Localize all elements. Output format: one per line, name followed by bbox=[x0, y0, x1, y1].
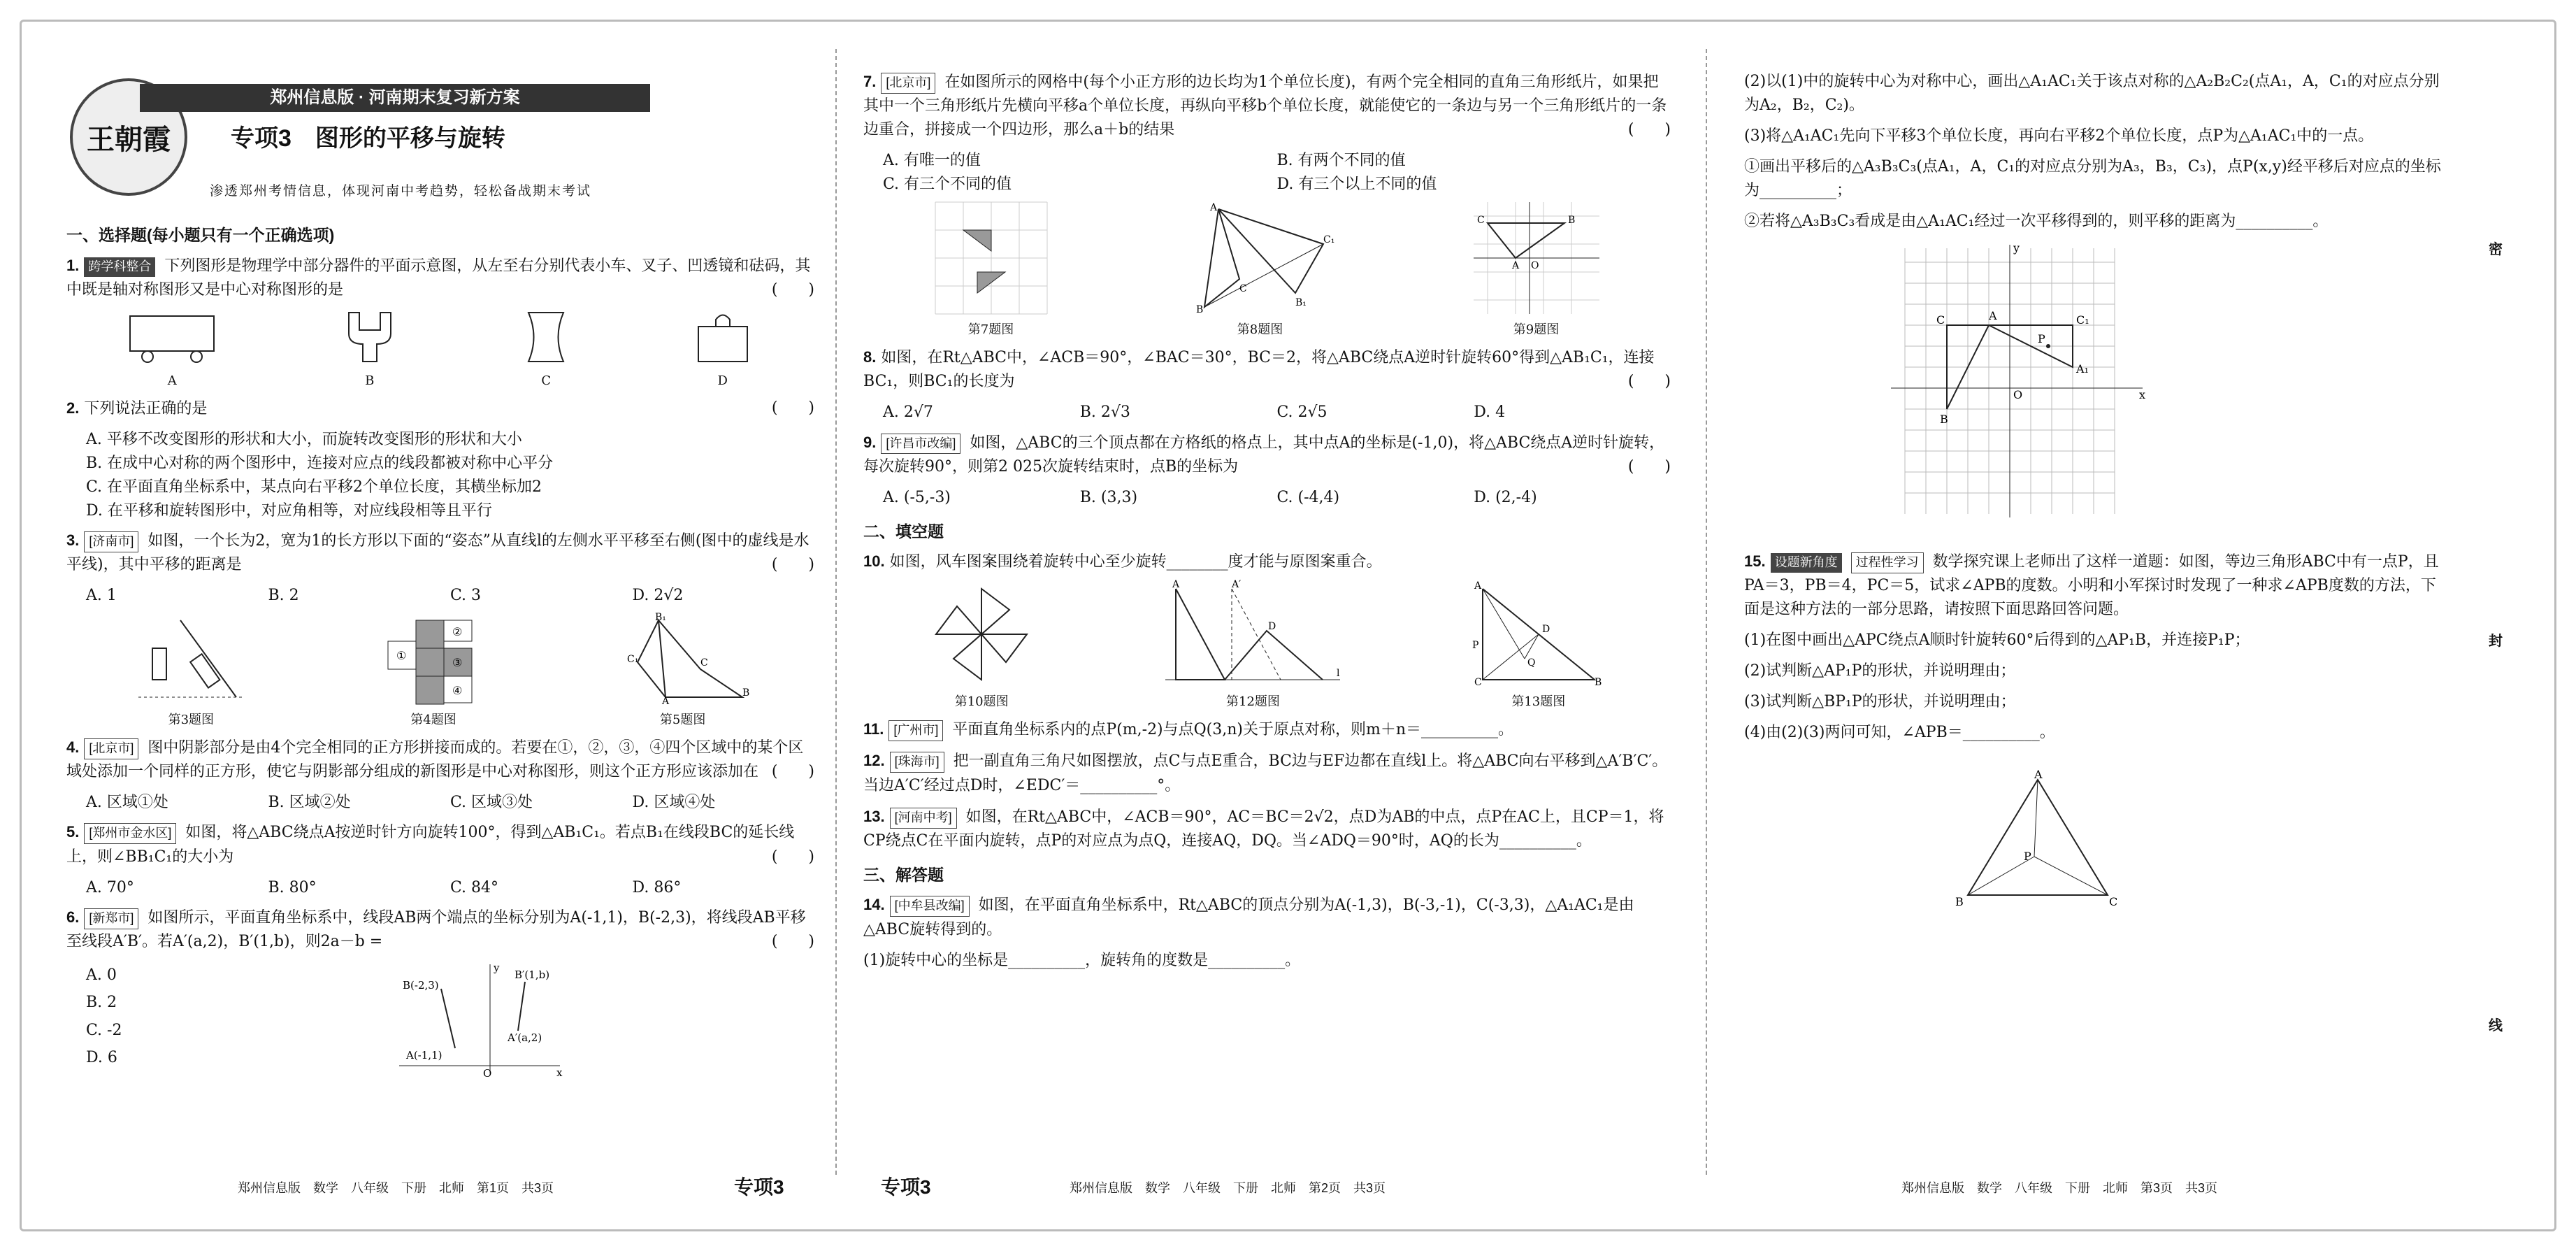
question-8: 8. 如图，在Rt△ABC中，∠ACB＝90°，∠BAC＝30°，BC＝2，将△ABC绕点A逆时针旋转60°得到△AB₁C₁，连接BC₁，则BC₁的长度为 ( ) bbox=[863, 348, 1671, 391]
svg-text:①: ① bbox=[396, 649, 407, 663]
option-c: C. 在平面直角坐标系中，某点向右平移2个单位长度，其横坐标加2 bbox=[86, 478, 542, 496]
svg-text:P: P bbox=[2038, 331, 2045, 345]
svg-text:④: ④ bbox=[452, 684, 463, 698]
svg-text:A: A bbox=[1511, 260, 1519, 272]
option-d: D. 在平移和旋转图形中，对应角相等，对应线段相等且平行 bbox=[86, 501, 492, 520]
rotation-triangle-diagram-q8 bbox=[1190, 202, 1334, 316]
svg-text:B: B bbox=[1955, 895, 1964, 909]
question-14-part-3a: ①画出平移后的△A₃B₃C₃(点A₁，A，C₁的对应点分别为A₃，B₃，C₃)，点P(x,y)经平移后对应点的坐标为__________； bbox=[1744, 158, 2441, 200]
grid-rotation-diagram-q9 bbox=[1474, 202, 1599, 314]
question-7: 7. [北京市] 在如图所示的网格中(每个小正方形的边长均为1个单位长度)，有两个完全相同的直角三角形纸片，如果把其中一个三角形纸片先横向平移a个单位长度，再纵向平移b个单位长度，就能使它的一条边与另一个三角形纸片的一条边重合，拼接成一个四边形，那么a＋b的结果 ( ) bbox=[863, 73, 1671, 139]
column-3 bbox=[1744, 70, 2443, 920]
figure-q5: B₁ C₁ C B A 第5题图 bbox=[617, 613, 749, 730]
svg-text:B(-2,3): B(-2,3) bbox=[403, 978, 439, 992]
svg-text:B: B bbox=[1594, 676, 1602, 688]
right-triangle-rotation-diagram bbox=[1469, 582, 1609, 687]
svg-text:O: O bbox=[483, 1066, 492, 1080]
svg-text:A′: A′ bbox=[1232, 578, 1242, 590]
page-title: 专项3 图形的平移与旋转 bbox=[231, 125, 505, 152]
section-choice-heading: 一、选择题(每小题只有一个正确选项) bbox=[66, 226, 335, 244]
question-12: 12. [珠海市] 把一副直角三角尺如图摆放，点C与点E重合，BC边与EF边都在直线l上。将△ABC向右平移到△A′B′C′。当边A′C′经过点D时，∠EDC′＝__________°。 bbox=[863, 752, 1668, 794]
svg-text:②: ② bbox=[452, 625, 463, 639]
question-15-part-2: (2)试判断△AP₁P的形状，并说明理由； bbox=[1744, 662, 2016, 680]
shaded-squares-diagram bbox=[381, 613, 486, 704]
q4-options: A. 区域①处 B. 区域②处 C. 区域③处 D. 区域④处 bbox=[86, 794, 716, 812]
page-subtitle: 渗透郑州考情信息，体现河南中考趋势，轻松备战期末考试 bbox=[210, 183, 592, 199]
column-2 bbox=[863, 70, 1671, 980]
question-10: 10. 如图，风车图案围绕着旋转中心至少旋转________度才能与原图案重合。 bbox=[863, 552, 1382, 571]
svg-text:C: C bbox=[1239, 283, 1247, 295]
rotated-triangle-diagram bbox=[617, 612, 749, 708]
question-4: 4. [北京市] 图中阴影部分是由4个完全相同的正方形拼接而成的。若要在①，②，③，④四个区域中的某个区域处添加一个同样的正方形，使它与阴影部分组成的新图形是中心对称图形，则这个正方形应该添加在 ( ) bbox=[66, 738, 814, 781]
question-9: 9. [许昌市改编] 如图，△ABC的三个顶点都在方格纸的格点上，其中点A的坐标是(-1,0)，将△ABC绕点A逆时针旋转，每次旋转90°，则第2 025次旋转结束时，点B的坐标为 ( ) bbox=[863, 433, 1671, 476]
question-14-part-1: (1)旋转中心的坐标是__________，旋转角的度数是__________。 bbox=[863, 951, 1301, 969]
q6-body bbox=[66, 961, 814, 1080]
q2-options bbox=[86, 428, 814, 523]
svg-text:y: y bbox=[2013, 241, 2020, 255]
svg-text:C₁: C₁ bbox=[1323, 234, 1334, 246]
coordinate-diagram-q6 bbox=[385, 961, 567, 1080]
svg-text:③: ③ bbox=[452, 656, 463, 670]
svg-text:C: C bbox=[700, 657, 708, 669]
q5-options: A. 70° B. 80° C. 84° D. 86° bbox=[86, 878, 682, 896]
cart-figure: A bbox=[123, 309, 221, 391]
footer-page-3: 郑州信息版 数学 八年级 下册 北师 第3页 共3页 bbox=[1901, 1181, 2218, 1195]
svg-text:A₁: A₁ bbox=[2076, 362, 2089, 376]
figure-q7: 第7题图 bbox=[935, 202, 1047, 340]
svg-text:O: O bbox=[1530, 260, 1539, 272]
svg-text:D: D bbox=[1541, 623, 1550, 635]
svg-text:P: P bbox=[1472, 639, 1479, 651]
figures-3-5 bbox=[66, 613, 814, 730]
svg-text:Q: Q bbox=[1527, 657, 1536, 669]
section-answer-heading: 三、解答题 bbox=[863, 865, 944, 884]
question-15-part-1: (1)在图中画出△APC绕点A顺时针旋转60°后得到的△AP₁B，并连接P₁P； bbox=[1744, 631, 2250, 649]
svg-text:A′(a,2): A′(a,2) bbox=[508, 1031, 542, 1044]
question-11: 11. [广州市] 平面直角坐标系内的点P(m,-2)与点Q(3,n)关于原点对称，则m＋n＝__________。 bbox=[863, 717, 1671, 742]
q1-figures bbox=[66, 309, 814, 391]
svg-text:C₁: C₁ bbox=[2076, 313, 2089, 327]
question-1: 1. 跨学科整合 下列图形是物理学中部分器件的平面示意图，从左至右分别代表小车、叉子、凹透镜和砝码，其中既是轴对称图形又是中心对称图形的是 ( ) bbox=[66, 256, 814, 299]
svg-text:A: A bbox=[1209, 202, 1217, 214]
cart-icon bbox=[123, 309, 221, 365]
svg-text:A: A bbox=[1172, 578, 1180, 590]
footer-tag: 专项3 bbox=[881, 1176, 931, 1198]
publisher-logo: 王朝霞 bbox=[70, 78, 187, 196]
question-2: 2. 下列说法正确的是 ( ) bbox=[66, 399, 814, 417]
weight-figure: D bbox=[688, 309, 758, 391]
svg-text:O: O bbox=[2013, 387, 2023, 401]
figure-q15 bbox=[1954, 768, 2443, 920]
q3-options: A. 1 B. 2 C. 3 D. 2√2 bbox=[86, 587, 684, 605]
question-13: 13. [河南中考] 如图，在Rt△ABC中，∠ACB＝90°，AC＝BC＝2√2，点D为AB的中点，点P在AC上，且CP＝1，将CP绕点C在平面内旋转，点P的对应点为点Q，连接AQ，DQ。当∠ADQ＝90°时，AQ的长为__________。 bbox=[863, 807, 1664, 850]
question-15-part-4: (4)由(2)(3)两问可知，∠APB＝__________。 bbox=[1744, 724, 2055, 742]
svg-text:B: B bbox=[1567, 215, 1575, 227]
svg-text:x: x bbox=[2139, 387, 2146, 401]
set-square-diagram bbox=[1162, 578, 1344, 687]
fork-icon bbox=[335, 309, 405, 365]
figures-10-13 bbox=[863, 578, 1671, 713]
seal-mark: 封 bbox=[2489, 632, 2503, 649]
svg-text:y: y bbox=[494, 961, 500, 974]
svg-text:A: A bbox=[2034, 768, 2043, 782]
svg-text:C: C bbox=[1476, 215, 1485, 227]
svg-text:A(-1,1): A(-1,1) bbox=[406, 1048, 442, 1061]
question-14: 14. [中牟县改编] 如图，在平面直角坐标系中，Rt△ABC的顶点分别为A(-1,3)，B(-3,-1)，C(-3,3)，△A₁AC₁是由△ABC旋转得到的。 bbox=[863, 896, 1634, 938]
column-divider bbox=[835, 49, 837, 1175]
column-divider bbox=[1706, 49, 1707, 1175]
figure-q3: 第3题图 bbox=[131, 613, 250, 730]
figure-q13: A C B D P Q 第13题图 bbox=[1469, 582, 1609, 713]
svg-text:B: B bbox=[1940, 412, 1948, 426]
footer-page-1: 郑州信息版 数学 八年级 下册 北师 第1页 共3页 bbox=[238, 1181, 554, 1195]
svg-text:B₁: B₁ bbox=[654, 612, 666, 624]
figure-q8: A B C B₁ C₁ 第8题图 bbox=[1190, 202, 1330, 340]
seal-mark: 密 bbox=[2489, 241, 2503, 257]
column-1 bbox=[66, 213, 814, 1080]
grid-triangles-diagram bbox=[935, 202, 1047, 314]
figure-q10: 第10题图 bbox=[926, 582, 1037, 713]
concave-lens-icon bbox=[518, 309, 574, 365]
svg-text:B₁: B₁ bbox=[1295, 297, 1307, 309]
svg-text:B′(1,b): B′(1,b) bbox=[515, 968, 550, 981]
svg-text:C₁: C₁ bbox=[626, 654, 638, 666]
svg-text:A: A bbox=[661, 696, 669, 708]
fork-figure: B bbox=[335, 309, 405, 391]
figure-q12: A A′ D l 第12题图 bbox=[1162, 582, 1344, 713]
svg-text:B: B bbox=[742, 687, 749, 699]
question-5: 5. [郑州市金水区] 如图，将△ABC绕点A按逆时针方向旋转100°，得到△AB₁C₁。若点B₁在线段BC的延长线上，则∠BB₁C₁的大小为 ( ) bbox=[66, 823, 814, 866]
question-15-part-3: (3)试判断△BP₁P的形状，并说明理由； bbox=[1744, 693, 2016, 711]
figure-q9: C B A O 第9题图 bbox=[1474, 202, 1599, 340]
footer-tag: 专项3 bbox=[734, 1176, 784, 1198]
figure-q4: ① ② ③ ④ 第4题图 bbox=[381, 613, 486, 730]
edition-banner: 郑州信息版 · 河南期末复习新方案 bbox=[140, 84, 650, 112]
question-14-part-3b: ②若将△A₃B₃C₃看成是由△A₁AC₁经过一次平移得到的，则平移的距离为__________。 bbox=[1744, 213, 2329, 231]
svg-text:A: A bbox=[1989, 308, 1997, 322]
option-a: A. 平移不改变图形的形状和大小，而旋转改变图形的形状和大小 bbox=[86, 430, 522, 448]
equilateral-triangle-diagram bbox=[1954, 768, 2122, 913]
figure-q14 bbox=[1884, 241, 2443, 529]
section-fill-heading: 二、填空题 bbox=[863, 522, 944, 541]
svg-text:A: A bbox=[1474, 580, 1481, 592]
question-14-part-2: (2)以(1)中的旋转中心为对称中心，画出△A₁AC₁关于该点对称的△A₂B₂C₂(点A₁，A，C₁的对应点分别为A₂，B₂，C₂)。 bbox=[1744, 73, 2440, 115]
svg-text:B: B bbox=[1195, 304, 1203, 316]
question-14-part-3: (3)将△A₁AC₁先向下平移3个单位长度，再向右平移2个单位长度，点P为△A₁AC₁中的一点。 bbox=[1744, 127, 2374, 145]
q6-options: A. 0 B. 2 C. -2 D. 6 bbox=[86, 966, 122, 1067]
q8-options: A. 2√7 B. 2√3 C. 2√5 D. 4 bbox=[883, 403, 1506, 422]
windmill-diagram bbox=[926, 582, 1037, 687]
question-6: 6. [新郑市] 如图所示，平面直角坐标系中，线段AB两个端点的坐标分别为A(-1,1)，B(-2,3)，将线段AB平移至线段A′B′。若A′(a,2)，B′(1,b)，则2a－b = ( ) bbox=[66, 908, 814, 950]
q7-options: A. 有唯一的值 B. 有两个不同的值 C. 有三个不同的值 D. 有三个以上不同的值 bbox=[883, 152, 1437, 194]
coordinate-grid-q14 bbox=[1884, 241, 2150, 521]
seal-mark: 线 bbox=[2489, 1017, 2503, 1034]
concave-lens-figure: C bbox=[518, 309, 574, 391]
svg-text:x: x bbox=[556, 1066, 563, 1079]
figures-7-9 bbox=[863, 202, 1671, 340]
svg-text:l: l bbox=[1337, 667, 1340, 679]
question-15: 15. 设题新角度 过程性学习 数学探究课上老师出了这样一道题：如图，等边三角形ABC中有一点P，且PA＝3，PB＝4，PC＝5，试求∠APB的度数。小明和小军探讨时发现了一种求∠APB度数的方法，下面是这种方法的一部分思路，请按照下面思路回答问题。 bbox=[1744, 552, 2439, 618]
option-b: B. 在成中心对称的两个图形中，连接对应点的线段都被对称中心平分 bbox=[86, 454, 554, 472]
svg-text:C: C bbox=[1936, 313, 1945, 327]
footer-page-2: 郑州信息版 数学 八年级 下册 北师 第2页 共3页 bbox=[1070, 1181, 1386, 1195]
tag-badge: 跨学科整合 bbox=[84, 257, 155, 277]
weight-icon bbox=[688, 309, 758, 365]
q9-options: A. (-5,-3) B. (3,3) C. (-4,4) D. (2,-4) bbox=[883, 488, 1537, 506]
svg-text:C: C bbox=[2109, 895, 2118, 909]
rectangle-slide-diagram bbox=[131, 613, 250, 704]
svg-text:D: D bbox=[1268, 620, 1276, 632]
svg-text:P: P bbox=[2024, 850, 2031, 864]
svg-text:C: C bbox=[1474, 676, 1482, 688]
question-3: 3. [济南市] 如图，一个长为2，宽为1的长方形以下面的“姿态”从直线l的左侧水平平移至右侧(图中的虚线是水平线)，其中平移的距离是 ( ) bbox=[66, 531, 814, 574]
